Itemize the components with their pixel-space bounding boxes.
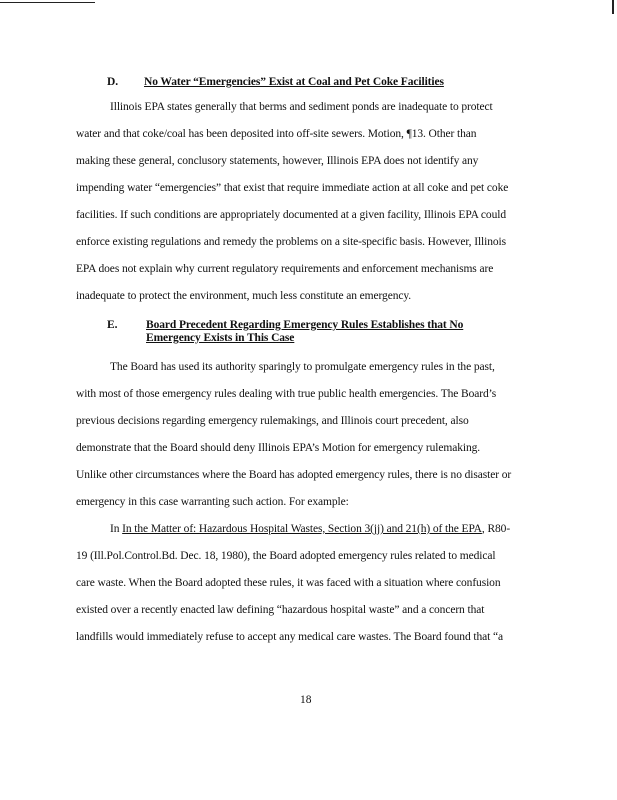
case-line-2: 19 (Ill.Pol.Control.Bd. Dec. 18, 1980), the Board adopted emergency rules related to medical: [76, 550, 496, 562]
case-lead: In: [110, 523, 123, 535]
section-d-line-5: facilities. If such conditions are appropriately documented at a given facility, Illinois EPA could: [76, 209, 506, 221]
case-line-4: existed over a recently enacted law defining “hazardous hospital waste” and a concern that: [76, 604, 485, 616]
section-e-line-3: previous decisions regarding emergency rulemakings, and Illinois court precedent, also: [76, 415, 469, 427]
case-line-5: landfills would immediately refuse to accept any medical care wastes. The Board found that “a: [76, 631, 504, 643]
case-line-1: [110, 522, 510, 536]
section-d-line-4: impending water “emergencies” that exist that require immediate action at all coke and pet coke: [76, 182, 509, 194]
page-number: 18: [300, 694, 312, 706]
section-e-line-5: Unlike other circumstances where the Board has adopted emergency rules, there is no disaster or: [76, 469, 512, 481]
section-d-line-1: Illinois EPA states generally that berms and sediment ponds are inadequate to protect: [110, 101, 493, 113]
section-d-title: No Water “Emergencies” Exist at Coal and Pet Coke Facilities: [144, 76, 444, 88]
section-e-title-line-1: Board Precedent Regarding Emergency Rules Establishes that No: [146, 319, 464, 331]
section-e-letter: E.: [107, 319, 118, 331]
section-e-line-4: demonstrate that the Board should deny Illinois EPA’s Motion for emergency rulemaking.: [76, 442, 481, 454]
section-d-line-8: inadequate to protect the environment, much less constitute an emergency.: [76, 290, 412, 302]
case-cite-tail: , R80-: [481, 523, 511, 535]
header-rule: [0, 2, 95, 3]
section-d-line-3: making these general, conclusory statements, however, Illinois EPA does not identify any: [76, 155, 479, 167]
section-e-line-2: with most of those emergency rules dealing with true public health emergencies. The Board’s: [76, 388, 497, 400]
section-d-letter: D.: [107, 76, 118, 88]
section-e-title-line-2: Emergency Exists in This Case: [146, 332, 295, 344]
section-d-line-2: water and that coke/coal has been deposited into off-site sewers. Motion, ¶13. Other than: [76, 128, 477, 140]
case-line-3: care waste. When the Board adopted these rules, it was faced with a situation where confusion: [76, 577, 501, 589]
section-e-line-6: emergency in this case warranting such action. For example:: [76, 496, 349, 508]
case-name: In the Matter of: Hazardous Hospital Wastes, Section 3(jj) and 21(h) of the EPA: [122, 523, 482, 535]
section-e-line-1: The Board has used its authority sparingly to promulgate emergency rules in the past,: [110, 361, 495, 373]
section-d-line-7: EPA does not explain why current regulatory requirements and enforcement mechanisms are: [76, 263, 494, 275]
edge-mark: [612, 0, 614, 14]
section-e-title-line-2-row: [146, 331, 294, 345]
section-d-line-6: enforce existing regulations and remedy the problems on a site-specific basis. However, Illinois: [76, 236, 507, 248]
